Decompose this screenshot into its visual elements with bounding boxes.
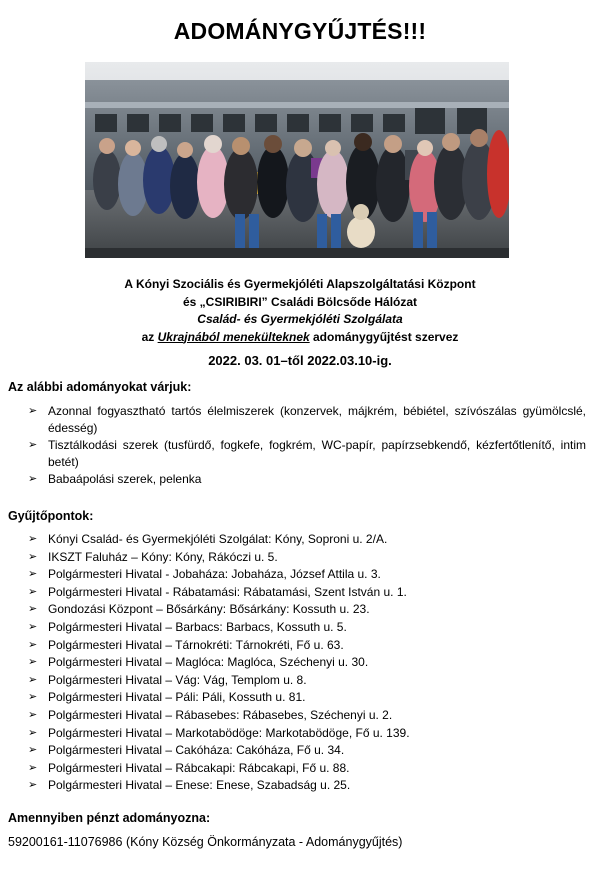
list-item	[8, 403, 586, 437]
list-item	[8, 601, 586, 619]
page-title: ADOMÁNYGYŰJTÉS!!!	[173, 18, 427, 44]
collection-points-heading: Gyűjtőpontok:	[8, 509, 94, 523]
bank-account-number: 59200161-11076986 (Kóny Község Önkormányzata - Adománygyűjtés)	[8, 835, 403, 849]
list-item	[8, 531, 586, 549]
collection-point-text: Polgármesteri Hivatal – Páli: Páli, Kossuth u. 81.	[48, 690, 306, 705]
list-item	[8, 760, 586, 778]
collection-points-list	[8, 531, 586, 795]
collection-point-text: Polgármesteri Hivatal – Maglóca: Maglóca, Széchenyi u. 30.	[48, 655, 369, 670]
list-item	[8, 566, 586, 584]
date-range: 2022. 03. 01–től 2022.03.10-ig.	[208, 353, 392, 368]
arrow-bullet-icon: ➢	[28, 585, 38, 598]
donations-heading: Az alábbi adományokat várjuk:	[8, 380, 192, 394]
collection-point-text: Polgármesteri Hivatal - Rábatamási: Rábatamási, Szent István u. 1.	[48, 584, 407, 599]
collection-point-text: Polgármesteri Hivatal – Vág: Vág, Templom u. 8.	[48, 672, 307, 687]
donation-list	[8, 403, 586, 488]
arrow-bullet-icon: ➢	[28, 779, 38, 792]
organizer-block	[0, 276, 600, 346]
list-item	[8, 777, 586, 795]
collection-point-text: Polgármesteri Hivatal – Tárnokréti: Tárnokréti, Fő u. 63.	[48, 637, 344, 652]
organizer-line-4	[0, 329, 600, 347]
organizer-line-3: Család- és Gyermekjóléti Szolgálata	[197, 312, 403, 326]
list-item	[8, 672, 586, 690]
list-item	[8, 471, 586, 488]
arrow-bullet-icon: ➢	[28, 744, 38, 757]
list-item	[8, 707, 586, 725]
arrow-bullet-icon: ➢	[28, 726, 38, 739]
arrow-bullet-icon: ➢	[28, 533, 38, 545]
list-item	[8, 619, 586, 637]
arrow-bullet-icon: ➢	[28, 473, 38, 485]
collection-point-text: Polgármesteri Hivatal - Jobaháza: Jobaháza, József Attila u. 3.	[48, 567, 381, 582]
arrow-bullet-icon: ➢	[28, 691, 38, 704]
collection-point-text: Polgármesteri Hivatal – Rábasebes: Rábasebes, Széchenyi u. 2.	[48, 707, 393, 722]
list-item	[8, 584, 586, 602]
collection-point-text: Kónyi Család- és Gyermekjóléti Szolgálat: Kóny, Soproni u. 2/A.	[48, 532, 388, 546]
arrow-bullet-icon: ➢	[28, 550, 38, 563]
arrow-bullet-icon: ➢	[28, 568, 38, 581]
list-item	[8, 742, 586, 760]
list-item	[8, 654, 586, 672]
arrow-bullet-icon: ➢	[28, 656, 38, 669]
collection-point-text: Gondozási Központ – Bősárkány: Bősárkány: Kossuth u. 23.	[48, 602, 370, 617]
arrow-bullet-icon: ➢	[28, 405, 38, 417]
arrow-bullet-icon: ➢	[28, 708, 38, 721]
arrow-bullet-icon: ➢	[28, 620, 38, 633]
organizer-line-4-pre: az	[141, 329, 158, 344]
money-donation-heading: Amennyiben pénzt adományozna:	[8, 811, 211, 825]
ukraine-refugees-text: Ukrajnából menekülteknek	[157, 329, 310, 344]
arrow-bullet-icon: ➢	[28, 439, 38, 451]
organizer-line-2: és „CSIRIBIRI” Családi Bölcsőde Hálózat	[182, 294, 418, 309]
arrow-bullet-icon: ➢	[28, 673, 38, 686]
arrow-bullet-icon: ➢	[28, 603, 38, 616]
donation-item-text: Azonnal fogyasztható tartós élelmiszerek (konzervek, májkrém, bébiétel, szívószálas gyümölcslé, édesség)	[48, 404, 586, 435]
collection-point-text: Polgármesteri Hivatal – Cakóháza: Cakóháza, Fő u. 34.	[48, 743, 345, 758]
list-item	[8, 549, 586, 567]
collection-point-text: Polgármesteri Hivatal – Rábcakapi: Rábcakapi, Fő u. 88.	[48, 760, 350, 775]
list-item	[8, 689, 586, 707]
refugees-train-photo	[85, 62, 509, 258]
donation-item-text: Tisztálkodási szerek (tusfürdő, fogkefe, fogkrém, WC-papír, papírzsebkendő, kézfertőtlenítő, intim betét)	[48, 438, 586, 469]
arrow-bullet-icon: ➢	[28, 638, 38, 651]
collection-point-text: IKSZT Faluház – Kóny: Kóny, Rákóczi u. 5.	[48, 549, 278, 564]
list-item	[8, 725, 586, 743]
list-item	[8, 637, 586, 655]
donation-item-text: Babaápolási szerek, pelenka	[48, 472, 202, 486]
organizer-line-4-post: adománygyűjtést szervez	[309, 329, 459, 344]
arrow-bullet-icon: ➢	[28, 761, 38, 774]
collection-point-text: Polgármesteri Hivatal – Barbacs: Barbacs, Kossuth u. 5.	[48, 619, 347, 634]
organizer-line-1: A Kónyi Szociális és Gyermekjóléti Alapszolgáltatási Központ	[124, 277, 476, 291]
list-item	[8, 437, 586, 471]
collection-point-text: Polgármesteri Hivatal – Enese: Enese, Szabadság u. 25.	[48, 778, 351, 793]
collection-point-text: Polgármesteri Hivatal – Markotabödöge: Markotabödöge, Fő u. 139.	[48, 725, 410, 740]
